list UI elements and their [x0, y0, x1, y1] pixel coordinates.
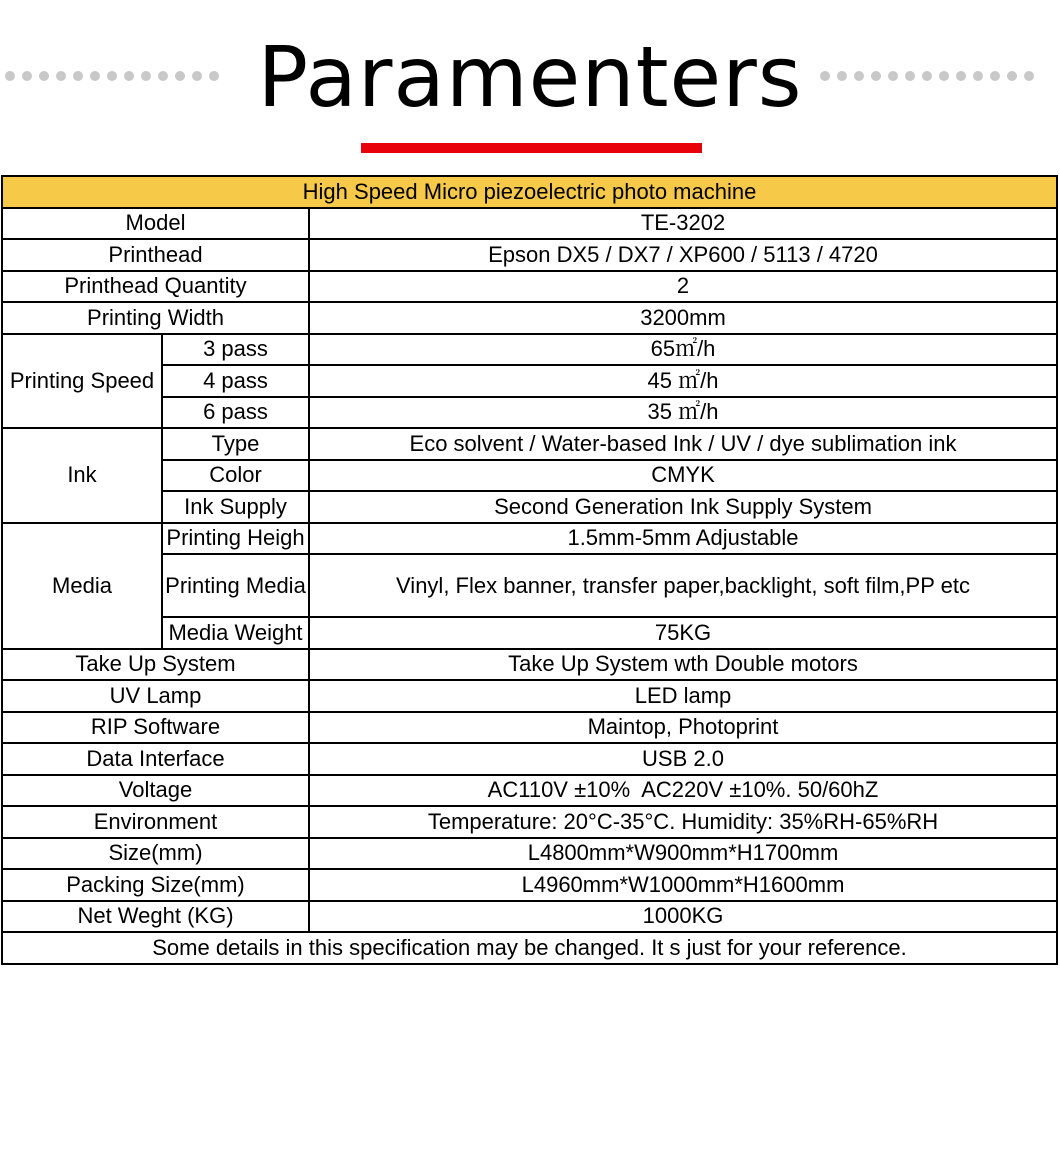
- sub-value-printing-height: 1.5mm-5mm Adjustable: [309, 523, 1057, 555]
- table-row: [2, 838, 1057, 870]
- table-row: [2, 869, 1057, 901]
- dot: [922, 71, 932, 81]
- sub-label-printing-media: Printing Media: [162, 554, 309, 617]
- row-label-printing-width: Printing Width: [2, 302, 309, 334]
- dot: [871, 71, 881, 81]
- title-accent-line: [361, 143, 702, 153]
- row-value-voltage: AC110V ±10% AC220V ±10%. 50/60hZ: [309, 775, 1057, 807]
- dot: [1024, 71, 1034, 81]
- table-row: [2, 428, 1057, 460]
- row-label-printhead-quantity: Printhead Quantity: [2, 271, 309, 303]
- dot: [837, 71, 847, 81]
- dot: [888, 71, 898, 81]
- table-row: [2, 901, 1057, 933]
- table-row: [2, 775, 1057, 807]
- row-label-take-up: Take Up System: [2, 649, 309, 681]
- row-label-rip-software: RIP Software: [2, 712, 309, 744]
- row-label-environment: Environment: [2, 806, 309, 838]
- dot: [905, 71, 915, 81]
- table-row: [2, 208, 1057, 240]
- row-value-uv-lamp: LED lamp: [309, 680, 1057, 712]
- row-value-rip-software: Maintop, Photoprint: [309, 712, 1057, 744]
- row-label-printhead: Printhead: [2, 239, 309, 271]
- sub-value-ink-supply: Second Generation Ink Supply System: [309, 491, 1057, 523]
- group-label-printing-speed: Printing Speed: [2, 334, 162, 429]
- sub-value-3-pass: 65㎡/h: [309, 334, 1057, 366]
- sub-value-4-pass: 45 ㎡/h: [309, 365, 1057, 397]
- row-value-printing-width: 3200mm: [309, 302, 1057, 334]
- page-title: Paramenters: [257, 28, 803, 126]
- spec-table: [1, 175, 1058, 965]
- group-label-ink: Ink: [2, 428, 162, 523]
- dot: [973, 71, 983, 81]
- row-label-voltage: Voltage: [2, 775, 309, 807]
- table-banner-row: [2, 176, 1057, 208]
- row-value-size: L4800mm*W900mm*H1700mm: [309, 838, 1057, 870]
- table-row: [2, 271, 1057, 303]
- table-row: [2, 239, 1057, 271]
- table-banner: High Speed Micro piezoelectric photo machine: [2, 176, 1057, 208]
- table-row: [2, 712, 1057, 744]
- decorative-dots-right: [820, 71, 1034, 81]
- row-value-model: TE-3202: [309, 208, 1057, 240]
- sub-label-media-weight: Media Weight: [162, 617, 309, 649]
- table-footnote: Some details in this specification may be changed. It s just for your reference.: [2, 932, 1057, 964]
- dot: [1007, 71, 1017, 81]
- sub-value-6-pass: 35 ㎡/h: [309, 397, 1057, 429]
- table-row: [2, 334, 1057, 366]
- row-label-size: Size(mm): [2, 838, 309, 870]
- row-label-packing-size: Packing Size(mm): [2, 869, 309, 901]
- row-value-environment: Temperature: 20°C-35°C. Humidity: 35%RH-65%RH: [309, 806, 1057, 838]
- table-row: [2, 680, 1057, 712]
- row-value-data-interface: USB 2.0: [309, 743, 1057, 775]
- dot: [990, 71, 1000, 81]
- sub-label-ink-supply: Ink Supply: [162, 491, 309, 523]
- sub-value-printing-media: Vinyl, Flex banner, transfer paper,backlight, soft film,PP etc: [309, 554, 1057, 617]
- row-value-take-up: Take Up System wth Double motors: [309, 649, 1057, 681]
- table-footnote-row: [2, 932, 1057, 964]
- sub-label-printing-height: Printing Heigh: [162, 523, 309, 555]
- row-value-printhead-quantity: 2: [309, 271, 1057, 303]
- sub-label-4-pass: 4 pass: [162, 365, 309, 397]
- dot: [854, 71, 864, 81]
- row-value-net-weight: 1000KG: [309, 901, 1057, 933]
- row-value-printhead: Epson DX5 / DX7 / XP600 / 5113 / 4720: [309, 239, 1057, 271]
- row-label-model: Model: [2, 208, 309, 240]
- page-header: [0, 0, 1060, 160]
- row-label-data-interface: Data Interface: [2, 743, 309, 775]
- dot: [820, 71, 830, 81]
- dot: [956, 71, 966, 81]
- table-row: [2, 649, 1057, 681]
- row-label-uv-lamp: UV Lamp: [2, 680, 309, 712]
- row-label-net-weight: Net Weght (KG): [2, 901, 309, 933]
- sub-value-ink-color: CMYK: [309, 460, 1057, 492]
- table-row: [2, 743, 1057, 775]
- sub-label-ink-color: Color: [162, 460, 309, 492]
- table-row: [2, 302, 1057, 334]
- row-value-packing-size: L4960mm*W1000mm*H1600mm: [309, 869, 1057, 901]
- sub-label-6-pass: 6 pass: [162, 397, 309, 429]
- sub-label-3-pass: 3 pass: [162, 334, 309, 366]
- sub-label-ink-type: Type: [162, 428, 309, 460]
- dot: [939, 71, 949, 81]
- sub-value-media-weight: 75KG: [309, 617, 1057, 649]
- sub-value-ink-type: Eco solvent / Water-based Ink / UV / dye sublimation ink: [309, 428, 1057, 460]
- table-row: [2, 806, 1057, 838]
- table-row: [2, 523, 1057, 555]
- group-label-media: Media: [2, 523, 162, 649]
